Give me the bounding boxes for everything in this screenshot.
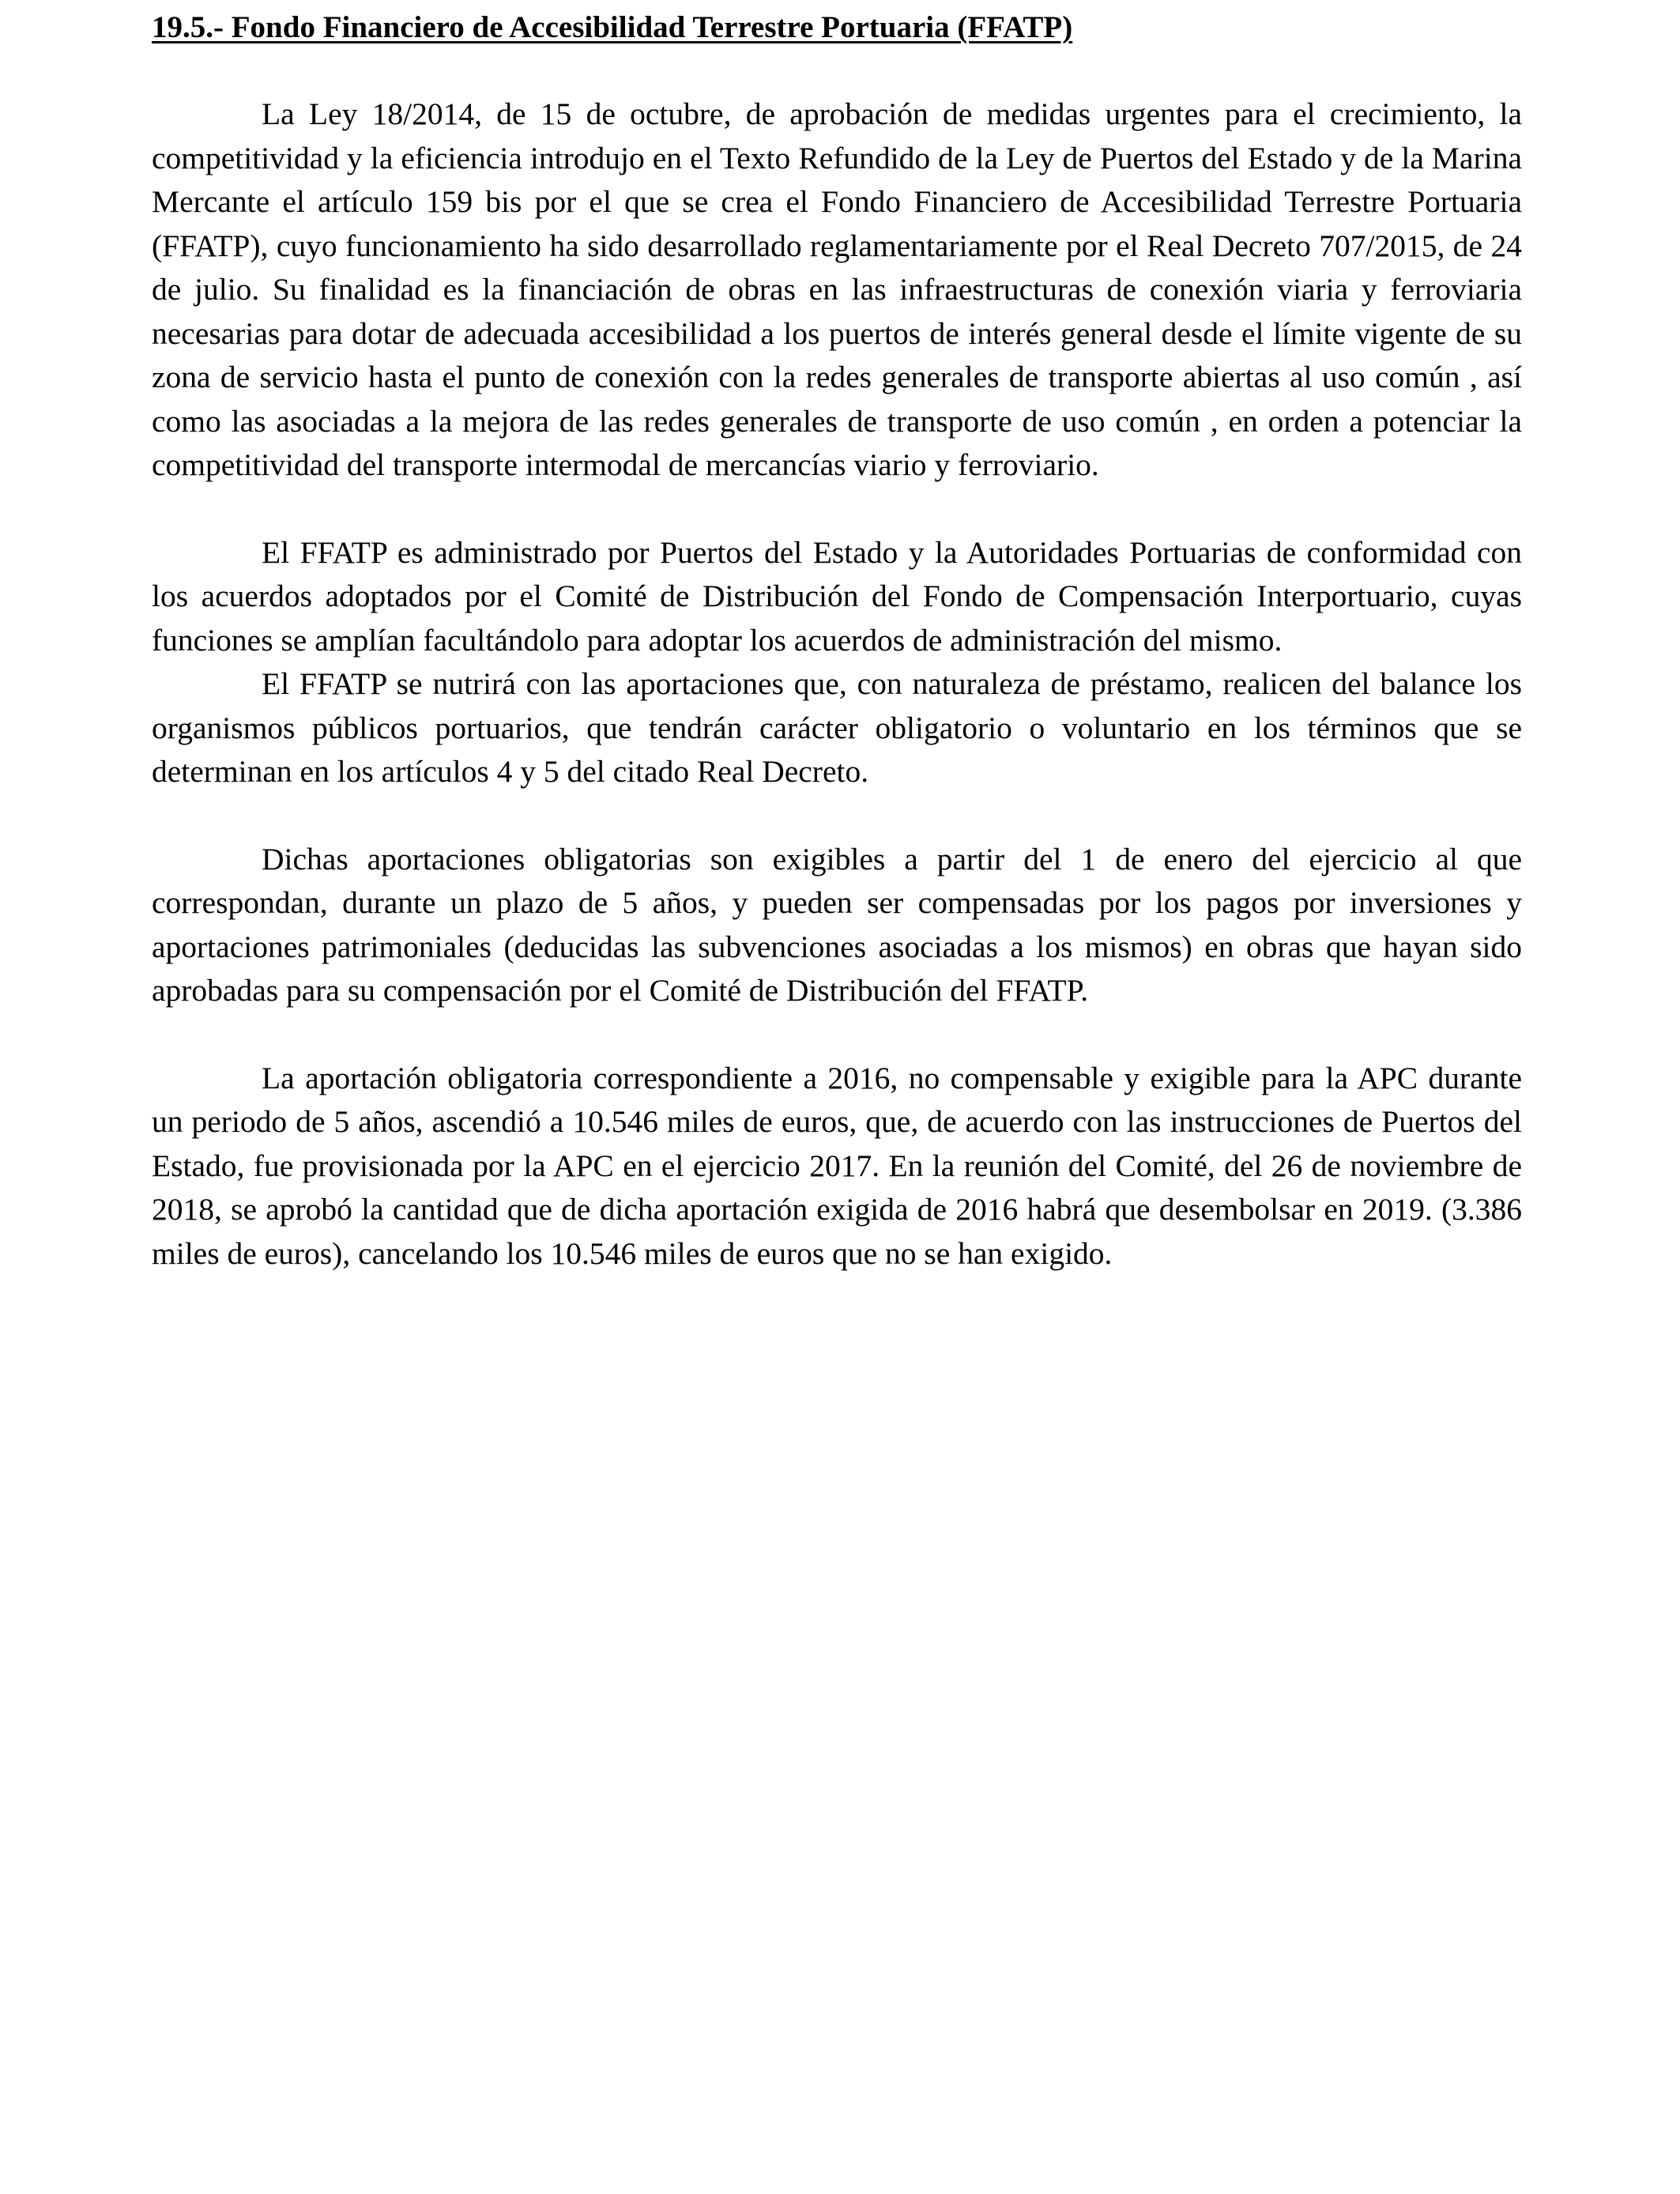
document-page xyxy=(152,0,1522,1276)
paragraph-mandatory-contributions: Dichas aportaciones obligatorias son exigibles a partir del 1 de enero del ejercicio al que correspondan, durante un plazo de 5 años, y pueden ser compensadas por los pagos por inversiones y aportaciones patrimoniales (deducidas las subvenciones asociadas a los mismos) en obras que hayan sido aprobadas para su compensación por el Comité de Distribución del FFATP. xyxy=(152,841,1522,1008)
paragraph-ffatp-creation: La Ley 18/2014, de 15 de octubre, de aprobación de medidas urgentes para el crecimiento, la competitividad y la eficiencia introdujo en el Texto Refundido de la Ley de Puertos del Estado y de la Marina Mercante el artículo 159 bis por el que se crea el Fondo Financiero de Accesibilidad Terrestre Portuaria (FFATP), cuyo funcionamiento ha sido desarrollado reglamentariamente por el Real Decreto 707/2015, de 24 de julio. Su finalidad es la financiación de obras en las infraestructuras de conexión viaria y ferroviaria necesarias para dotar de adecuada accesibilidad a los puertos de interés general desde el límite vigente de su zona de servicio hasta el punto de conexión con la redes generales de transporte abiertas al uso común , así como las asociadas a la mejora de las redes generales de transporte de uso común , en orden a potenciar la competitividad del transporte intermodal de mercancías viario y ferroviario. xyxy=(152,96,1522,482)
paragraph-2016-contribution: La aportación obligatoria correspondiente a 2016, no compensable y exigible para la APC durante un periodo de 5 años, ascendió a 10.546 miles de euros, que, de acuerdo con las instrucciones de Puertos del Estado, fue provisionada por la APC en el ejercicio 2017. En la reunión del Comité, del 26 de noviembre de 2018, se aprobó la cantidad que de dicha aportación exigida de 2016 habrá que desembolsar en 2019. (3.386 miles de euros), cancelando los 10.546 miles de euros que no se han exigido. xyxy=(152,1060,1522,1271)
section-heading: 19.5.- Fondo Financiero de Accesibilidad Terrestre Portuaria (FFATP) xyxy=(152,10,1073,44)
paragraph-ffatp-contributions: El FFATP se nutrirá con las aportaciones que, con naturaleza de préstamo, realicen del balance los organismos públicos portuarios, que tendrán carácter obligatorio o voluntario en los términos que se determinan en los artículos 4 y 5 del citado Real Decreto. xyxy=(152,666,1522,789)
paragraph-ffatp-administration: El FFATP es administrado por Puertos del Estado y la Autoridades Portuarias de conformidad con los acuerdos adoptados por el Comité de Distribución del Fondo de Compensación Interportuario, cuyas funciones se amplían facultándolo para adoptar los acuerdos de administración del mismo. xyxy=(152,534,1522,658)
